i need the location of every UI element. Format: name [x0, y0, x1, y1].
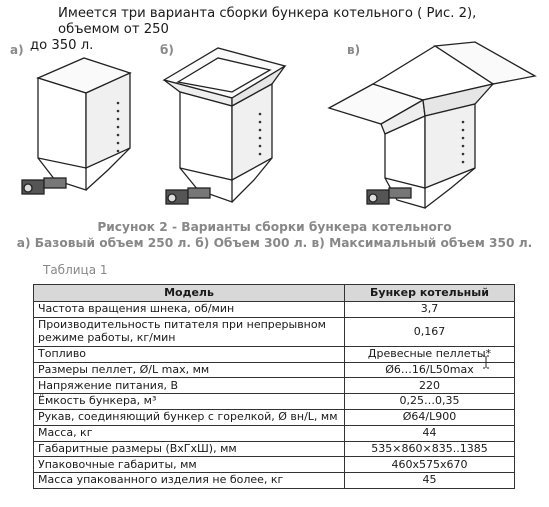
value-cell: 3,7 [345, 302, 515, 318]
table-row [34, 378, 515, 394]
table-row [34, 346, 515, 362]
param-cell: Частота вращения шнека, об/мин [34, 302, 345, 318]
param-cell: Масса упакованного изделия не более, кг [34, 473, 345, 489]
param-cell: Упаковочные габариты, мм [34, 457, 345, 473]
table-row [34, 362, 515, 378]
table-row [34, 425, 515, 441]
hopper-variant-b-drawing [150, 40, 325, 216]
table-row [34, 409, 515, 425]
column-header-hopper: Бункер котельный [345, 285, 515, 302]
value-cell: 460x575x670 [345, 457, 515, 473]
table-row [34, 457, 515, 473]
specifications-table [33, 284, 515, 489]
figure-label-a: а) [10, 43, 24, 57]
figure-caption-subtitle: а) Базовый объем 250 л. б) Объем 300 л. в) Максимальный объем 350 л. [16, 236, 533, 250]
param-cell: Напряжение питания, В [34, 378, 345, 394]
value-cell: Ø6…16/L50max [345, 362, 515, 378]
hopper-variant-c-drawing [325, 40, 549, 216]
text-cursor-icon [482, 355, 490, 369]
value-cell: 0,25…0,35 [345, 394, 515, 410]
figure-label-c: в) [347, 43, 361, 57]
param-cell: Ёмкость бункера, м³ [34, 394, 345, 410]
value-cell: 0,167 [345, 317, 515, 346]
hopper-variant-a-drawing [0, 40, 150, 216]
table-row [34, 441, 515, 457]
table-label: Таблица 1 [43, 263, 108, 277]
table-row [34, 394, 515, 410]
table-row [34, 317, 515, 346]
param-cell: Производительность питателя при непрерывном режиме работы, кг/мин [34, 317, 345, 346]
value-cell: 44 [345, 425, 515, 441]
table-row [34, 473, 515, 489]
value-cell: Ø64/L900 [345, 409, 515, 425]
figure-caption-title: Рисунок 2 - Варианты сборки бункера котельного [97, 220, 452, 234]
value-cell: 45 [345, 473, 515, 489]
value-cell: 535×860×835..1385 [345, 441, 515, 457]
param-cell: Топливо [34, 346, 345, 362]
figure-hopper-variants [0, 40, 549, 216]
intro-line-2: до 350 л. [30, 38, 94, 53]
value-cell: Древесные пеллеты* [345, 346, 515, 362]
param-cell: Габаритные размеры (ВхГхШ), мм [34, 441, 345, 457]
intro-line-1: Имеется три варианта сборки бункера котельного ( Рис. 2), объемом от 250 [58, 6, 477, 37]
param-cell: Рукав, соединяющий бункер с горелкой, Ø вн/L, мм [34, 409, 345, 425]
column-header-model: Модель [34, 285, 345, 302]
param-cell: Масса, кг [34, 425, 345, 441]
table-header-row [34, 285, 515, 302]
figure-label-b: б) [160, 43, 174, 57]
param-cell: Размеры пеллет, Ø/L max, мм [34, 362, 345, 378]
value-cell: 220 [345, 378, 515, 394]
table-row [34, 302, 515, 318]
